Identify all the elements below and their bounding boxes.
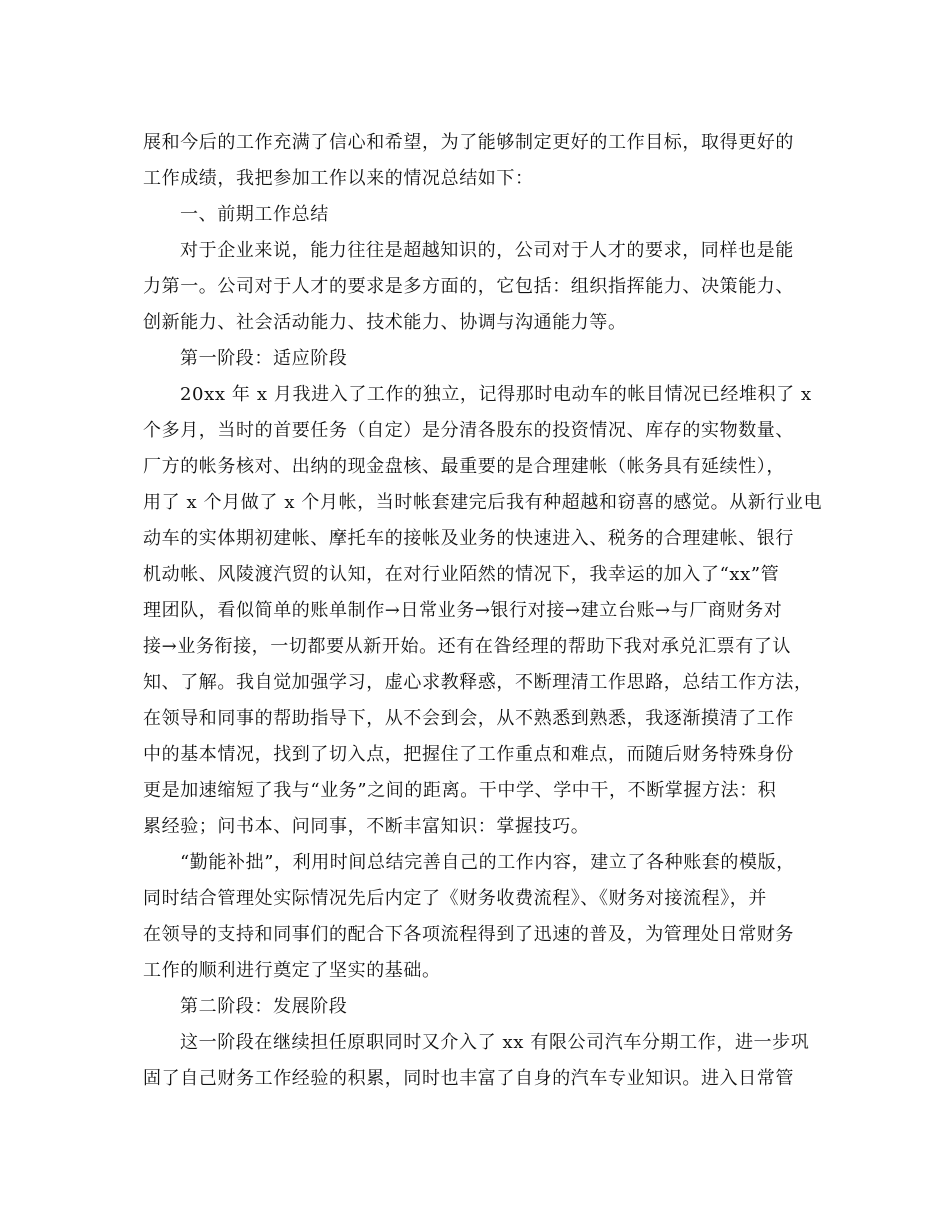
text-line: 固了自己财务工作经验的积累，同时也丰富了自身的汽车专业知识。进入日常管	[143, 1068, 794, 1089]
text-line: 知、了解。我自觉加强学习，虚心求教释惑，不断理清工作思路，总结工作方法，	[143, 672, 813, 693]
text-line: 工作的顺利进行奠定了坚实的基础。	[143, 960, 441, 981]
text-line: 20xx 年 x 月我进入了工作的独立，记得那时电动车的帐目情况已经堆积了 x	[180, 384, 812, 405]
text-line: 中的基本情况，找到了切入点，把握住了工作重点和难点，而随后财务特殊身份	[143, 744, 794, 765]
text-line: 创新能力、社会活动能力、技术能力、协调与沟通能力等。	[143, 312, 627, 333]
text-line: 累经验；问书本、问同事，不断丰富知识：掌握技巧。	[143, 816, 590, 837]
text-line: 在领导和同事的帮助指导下，从不会到会，从不熟悉到熟悉，我逐渐摸清了工作	[143, 708, 794, 729]
text-line: 展和今后的工作充满了信心和希望，为了能够制定更好的工作目标，取得更好的	[143, 132, 794, 153]
text-line: 工作成绩，我把参加工作以来的情况总结如下：	[143, 168, 534, 189]
text-line: 力第一。公司对于人才的要求是多方面的，它包括：组织指挥能力、决策能力、	[143, 276, 794, 297]
text-line: “勤能补拙”，利用时间总结完善自己的工作内容，建立了各种账套的模版，	[180, 852, 795, 873]
text-line: 厂方的帐务核对、出纳的现金盘核、最重要的是合理建帐（帐务具有延续性），	[143, 456, 785, 477]
section-heading: 一、前期工作总结	[180, 204, 329, 225]
text-line: 用了 x 个月做了 x 个月帐，当时帐套建完后我有种超越和窃喜的感觉。从新行业电	[143, 492, 823, 513]
text-line: 动车的实体期初建帐、摩托车的接帐及业务的快速进入、税务的合理建帐、银行	[143, 528, 794, 549]
section-heading: 第二阶段：发展阶段	[180, 996, 348, 1017]
text-line: 理团队，看似简单的账单制作→日常业务→银行对接→建立台账→与厂商财务对	[143, 600, 783, 621]
text-line: 同时结合管理处实际情况先后内定了《财务收费流程》、《财务对接流程》，并	[143, 888, 767, 909]
text-line: 接→业务衔接，一切都要从新开始。还有在昝经理的帮助下我对承兑汇票有了认	[143, 636, 792, 657]
text-line: 这一阶段在继续担任原职同时又介入了 xx 有限公司汽车分期工作，进一步巩	[180, 1032, 810, 1053]
text-line: 在领导的支持和同事们的配合下各项流程得到了迅速的普及，为管理处日常财务	[143, 924, 794, 945]
text-line: 机动帐、风陵渡汽贸的认知，在对行业陌然的情况下，我幸运的加入了“xx”管	[143, 564, 780, 585]
section-heading: 第一阶段：适应阶段	[180, 348, 348, 369]
text-line: 个多月，当时的首要任务（自定）是分清各股东的投资情况、库存的实物数量、	[143, 420, 794, 441]
text-line: 对于企业来说，能力往往是超越知识的，公司对于人才的要求，同样也是能	[180, 240, 794, 261]
text-line: 更是加速缩短了我与“业务”之间的距离。干中学、学中干，不断掌握方法：积	[143, 780, 777, 801]
